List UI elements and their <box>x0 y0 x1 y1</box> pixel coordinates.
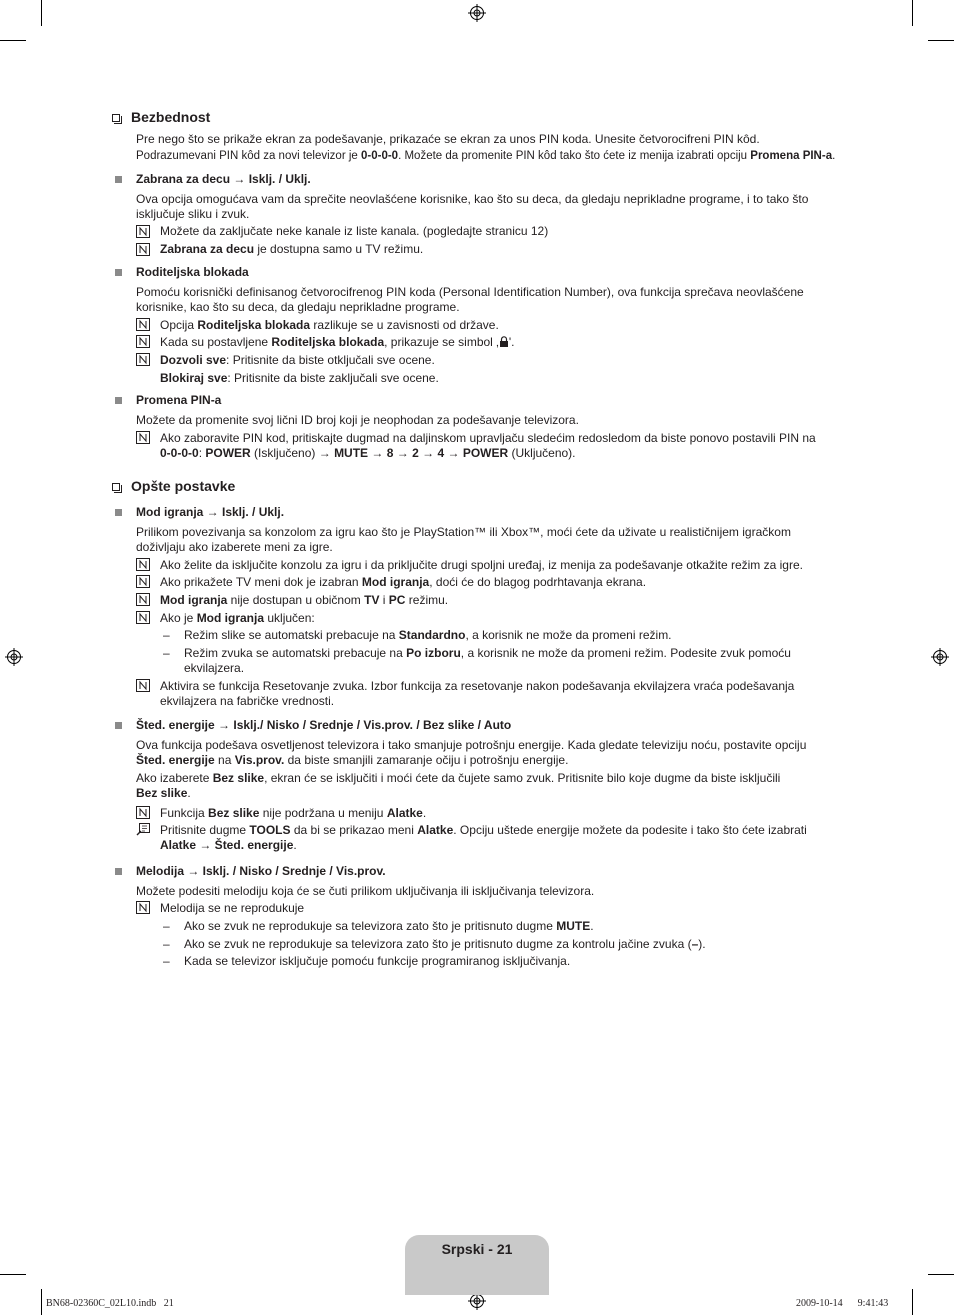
paragraph: Ova opcija omogućava vam da sprečite neovlašćene korisnike, kao što su deca, da gledaju neprikladne programe, i to tako što isključuje sliku i zvuk. <box>136 192 809 221</box>
note <box>160 575 836 590</box>
text: Promena PIN-a <box>750 150 833 162</box>
subsection-title: Promena PIN-a <box>136 393 222 407</box>
text: , prikazuje se simbol ‚ <box>384 335 499 349</box>
text: Šted. energije <box>136 753 215 767</box>
heading-text: Opšte postavke <box>131 478 236 494</box>
text: je dostupna samo u TV režimu. <box>254 242 424 256</box>
text: režimu. <box>405 593 449 607</box>
text: Ova funkcija podešava osvetljenost televizora i tako smanjuje potrošnju energije. Kada gledate televiziju noću, postavite opciju <box>136 738 807 752</box>
text: Dozvoli sve <box>160 353 227 367</box>
note: Melodija se ne reprodukuje <box>160 901 305 915</box>
dash-item <box>184 646 809 676</box>
text: → <box>418 446 438 460</box>
text: Režim zvuka se automatski prebacuje na <box>184 646 407 660</box>
text: . <box>590 919 594 933</box>
text: , ekran će se isključiti i moći ćete da čujete samo zvuk. Pritisnite bilo koje dugme da biste isključili <box>264 771 781 785</box>
text: Bez slike <box>136 786 188 800</box>
dash-item <box>184 919 834 934</box>
text: PC <box>388 593 406 607</box>
text: Kada su postavljene <box>160 335 272 349</box>
text: i <box>379 593 389 607</box>
text: Funkcija <box>160 806 209 820</box>
text: Po izboru <box>406 646 461 660</box>
text: Ako se zvuk ne reprodukuje sa televizora zato što je pritisnuto dugme <box>184 919 557 933</box>
note-icon <box>136 611 150 624</box>
text: Pritisnite dugme <box>160 823 250 837</box>
text: Vis.prov. <box>234 753 285 767</box>
heading-text: Bezbednost <box>131 109 211 125</box>
crop-mark <box>928 1274 954 1275</box>
note <box>160 806 836 821</box>
note-icon <box>136 679 150 692</box>
note-icon <box>136 353 150 366</box>
note <box>160 593 836 608</box>
subsection-title: Melodija → Isklj. / Nisko / Srednje / Vis.prov. <box>136 864 386 878</box>
paragraph <box>136 771 801 801</box>
text: Roditeljska blokada <box>271 335 385 349</box>
text: Mod igranja <box>361 575 430 589</box>
text: na <box>214 753 235 767</box>
security-intro-1: Pre nego što se prikaže ekran za podešavanje, prikazaće se ekran za unos PIN koda. Unesite četvorocifreni PIN kôd. <box>136 132 760 146</box>
text: '. <box>508 335 515 349</box>
note-icon <box>136 335 150 348</box>
note-continuation <box>160 371 836 386</box>
paragraph <box>136 738 836 768</box>
text: , a korisnik ne može da promeni režim. <box>465 628 672 642</box>
text: uključen: <box>264 611 315 625</box>
text: . Možete da promenite PIN kôd tako što ćete iz menija izabrati opciju <box>398 150 751 162</box>
text: TV <box>364 593 380 607</box>
dash-bullet: – <box>163 919 170 933</box>
note-icon <box>136 593 150 606</box>
text: Alatke → Šted. energije <box>160 838 294 852</box>
text: Zabrana za decu <box>160 242 255 256</box>
text: POWER <box>462 446 509 460</box>
text: (Isključeno) → <box>250 446 335 460</box>
text: (Uključeno). <box>508 446 576 460</box>
text: da bi se prikazao meni <box>290 823 418 837</box>
text: POWER <box>205 446 251 460</box>
checkbox-bullet-icon <box>112 114 120 122</box>
text: Mod igranja <box>160 593 228 607</box>
page-number: Srpski - 21 <box>441 1241 513 1257</box>
text: Podrazumevani PIN kôd za novi televizor je <box>136 150 361 162</box>
square-bullet-icon <box>115 397 122 404</box>
text: Ako izaberete <box>136 771 213 785</box>
note <box>160 611 836 626</box>
dash-bullet: – <box>163 954 170 968</box>
checkbox-bullet-icon <box>112 483 120 491</box>
subsection-title: Zabrana za decu → Isklj. / Uklj. <box>136 172 311 186</box>
text: Standardno <box>398 628 466 642</box>
registration-mark-icon <box>931 648 949 666</box>
registration-mark-icon <box>5 648 23 666</box>
crop-mark <box>912 1289 913 1315</box>
square-bullet-icon <box>115 868 122 875</box>
note-icon <box>136 901 150 914</box>
text: Ako se zvuk ne reprodukuje sa televizora zato što je pritisnuto dugme za kontrolu jačine zvuka ( <box>184 937 692 951</box>
dash-bullet: – <box>163 937 170 951</box>
text: : <box>198 446 206 460</box>
paragraph: Možete da promenite svoj lični ID broj koji je neophodan za podešavanje televizora. <box>136 413 579 427</box>
text: Alatke <box>417 823 454 837</box>
registration-mark-icon <box>468 4 486 22</box>
dash-item <box>184 628 834 643</box>
square-bullet-icon <box>115 509 122 516</box>
text: . <box>422 806 427 820</box>
paragraph: Prilikom povezivanja sa konzolom za igru kao što je PlayStation™ ili Xbox™, moći ćete da uživate u realističnijem igračkom doživljaju ako izaberete meni za igre. <box>136 525 791 554</box>
text: : Pritisnite da biste zaključali sve ocene. <box>227 371 439 385</box>
text: → <box>368 446 387 460</box>
text: 4 <box>437 446 445 460</box>
tools-icon <box>136 823 150 836</box>
note-continuation <box>160 446 836 461</box>
subsection-title: Šted. energije → Isklj./ Nisko / Srednje / Vis.prov. / Bez slike / Auto <box>136 718 512 732</box>
text: TOOLS <box>249 823 291 837</box>
crop-mark <box>928 40 954 41</box>
text: . <box>832 150 836 162</box>
text: : Pritisnite da biste otključali sve ocene. <box>226 353 435 367</box>
text: ). <box>698 937 706 951</box>
security-intro-2 <box>136 149 836 164</box>
print-timestamp: 2009-10-14 9:41:43 <box>796 1298 889 1309</box>
dash-bullet: – <box>163 628 170 642</box>
subsection-title: Mod igranja → Isklj. / Uklj. <box>136 505 285 519</box>
text: 8 <box>386 446 394 460</box>
text: Roditeljska blokada <box>197 318 311 332</box>
note-icon <box>136 806 150 819</box>
note-icon <box>136 575 150 588</box>
text: nije dostupan u običnom <box>227 593 365 607</box>
text: Bez slike <box>212 771 265 785</box>
square-bullet-icon <box>115 176 122 183</box>
text: . Opciju uštede energije možete da podesite i tako što ćete izabrati <box>453 823 807 837</box>
text: Režim slike se automatski prebacuje na <box>184 628 399 642</box>
text: , doći će do blagog podrhtavanja ekrana. <box>429 575 647 589</box>
text: MUTE <box>334 446 369 460</box>
dash-item <box>184 937 834 952</box>
text: Blokiraj sve <box>160 371 228 385</box>
text: 0-0-0-0 <box>361 150 399 162</box>
crop-mark <box>41 0 42 26</box>
lock-icon <box>499 336 509 347</box>
text: → <box>444 446 463 460</box>
crop-mark <box>0 1274 26 1275</box>
note <box>160 823 836 853</box>
text: Opcija <box>160 318 198 332</box>
note-icon <box>136 225 150 238</box>
note: Ako zaboravite PIN kod, pritiskajte dugmad na daljinskom upravljaču sledećim redosledom da biste ponovo postavili PIN na <box>160 431 816 445</box>
note <box>160 242 836 257</box>
note <box>160 335 836 350</box>
crop-mark <box>41 1289 42 1315</box>
note <box>160 353 836 368</box>
text: Alatke <box>386 806 423 820</box>
crop-mark <box>912 0 913 26</box>
note: Aktivira se funkcija Resetovanje zvuka. Izbor funkcija za resetovanje nakon podešavanja ekvilajzera vraća podešavanja ekvilajzera na fabričke vrednosti. <box>160 679 795 708</box>
dash-bullet: – <box>163 646 170 660</box>
text: → <box>393 446 413 460</box>
note-icon <box>136 243 150 256</box>
text: Mod igranja <box>196 611 265 625</box>
text: – <box>691 937 699 951</box>
note-icon <box>136 318 150 331</box>
crop-mark <box>0 40 26 41</box>
subsection-title: Roditeljska blokada <box>136 265 249 279</box>
text: . <box>293 838 297 852</box>
note <box>160 318 836 333</box>
paragraph: Pomoću korisnički definisanog četvorocifrenog PIN koda (Personal Identification Number), ova funkcija sprečava neovlašćene korisnike, kao što su deca, da gledaju neprikladne programe. <box>136 285 804 314</box>
note: Ako želite da isključite konzolu za igru i da priključite drugi spoljni uređaj, iz menija za podešavanje otkažite režim za igre. <box>160 558 803 572</box>
text: . <box>187 786 191 800</box>
text: MUTE <box>556 919 591 933</box>
text: 2 <box>412 446 419 460</box>
paragraph: Možete podesiti melodiju koja će se čuti prilikom uključivanja ili isključivanja televizora. <box>136 884 595 898</box>
text: Ako prikažete TV meni dok je izabran <box>160 575 362 589</box>
text: 0-0-0-0 <box>160 446 199 460</box>
text: , a korisnik ne može da promeni režim. Podesite zvuk pomoću ekvilajzera. <box>184 646 791 675</box>
print-file-info: BN68-02360C_02L10.indb 21 <box>46 1298 174 1309</box>
note-icon <box>136 558 150 571</box>
note: Možete da zaključate neke kanale iz liste kanala. (pogledajte stranicu 12) <box>160 224 549 238</box>
dash-item: Kada se televizor isključuje pomoću funkcije programiranog isključivanja. <box>184 954 571 968</box>
square-bullet-icon <box>115 269 122 276</box>
text: Bez slike <box>208 806 260 820</box>
note-icon <box>136 431 150 444</box>
text: Ako je <box>160 611 197 625</box>
text: razlikuje se u zavisnosti od države. <box>310 318 499 332</box>
section-heading-general <box>112 478 235 495</box>
square-bullet-icon <box>115 722 122 729</box>
text: nije podržana u meniju <box>259 806 387 820</box>
text: da biste smanjili zamaranje očiju i potrošnju energije. <box>284 753 569 767</box>
section-heading-security <box>112 109 210 126</box>
